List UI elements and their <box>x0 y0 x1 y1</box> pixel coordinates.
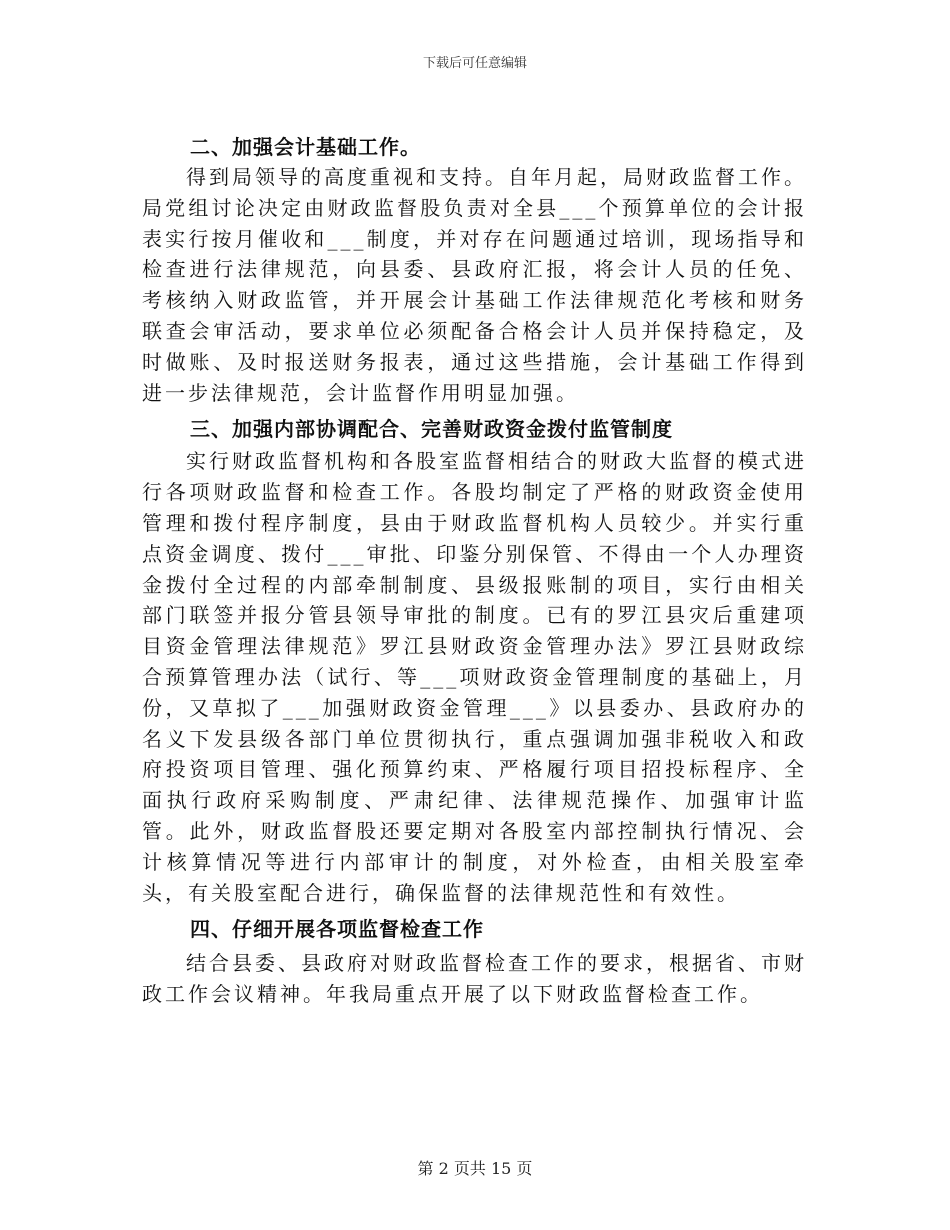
section-paragraph: 实行财政监督机构和各股室监督相结合的财政大监督的模式进行各项财政监督和检查工作。各股均制定了严格的财政资金使用管理和拨付程序制度，县由于财政监督机构人员较少。并实行重点资金调度、拨付___审批、印鉴分别保管、不得由一个人办理资金拨付全过程的内部牵制制度、县级报账制的项目，实行由相关部门联签并报分管县领导审批的制度。已有的罗江县灾后重建项目资金管理法律规范》罗江县财政资金管理办法》罗江县财政综合预算管理办法（试行、等___项财政资金管理制度的基础上，月份，又草拟了___加强财政资金管理___》以县委办、县政府办的名义下发县级各部门单位贯彻执行，重点强调加强非税收入和政府投资项目管理、强化预算约束、严格履行项目招投标程序、全面执行政府采购制度、严肃纪律、法律规范操作、加强审计监管。此外，财政监督股还要定期对各股室内部控制执行情况、会计核算情况等进行内部审计的制度，对外检查，由相关股室牵头，有关股室配合进行，确保监督的法律规范性和有效性。 <box>142 449 807 905</box>
section-heading: 二、加强会计基础工作。 <box>190 135 421 159</box>
document-body <box>142 112 807 1010</box>
page-header: 下载后可任意编辑 <box>422 56 527 71</box>
section-heading: 四、仔细开展各项监督检查工作 <box>190 917 484 942</box>
page-footer: 第 2 页共 15 页 <box>417 1159 533 1178</box>
section-paragraph: 得到局领导的高度重视和支持。自年月起，局财政监督工作。局党组讨论决定由财政监督股负责对全县___个预算单位的会计报表实行按月催收和___制度，并对存在问题通过培训，现场指导和检查进行法律规范，向县委、县政府汇报，将会计人员的任免、考核纳入财政监管，并开展会计基础工作法律规范化考核和财务联查会审活动，要求单位必须配备合格会计人员并保持稳定，及时做账、及时报送财务报表，通过这些措施，会计基础工作得到进一步法律规范，会计监督作用明显加强。 <box>142 165 807 405</box>
section-paragraph: 结合县委、县政府对财政监督检查工作的要求，根据省、市财政工作会议精神。年我局重点开展了以下财政监督检查工作。 <box>142 951 807 1007</box>
section-heading: 三、加强内部协调配合、完善财政资金拨付监管制度 <box>190 417 673 442</box>
